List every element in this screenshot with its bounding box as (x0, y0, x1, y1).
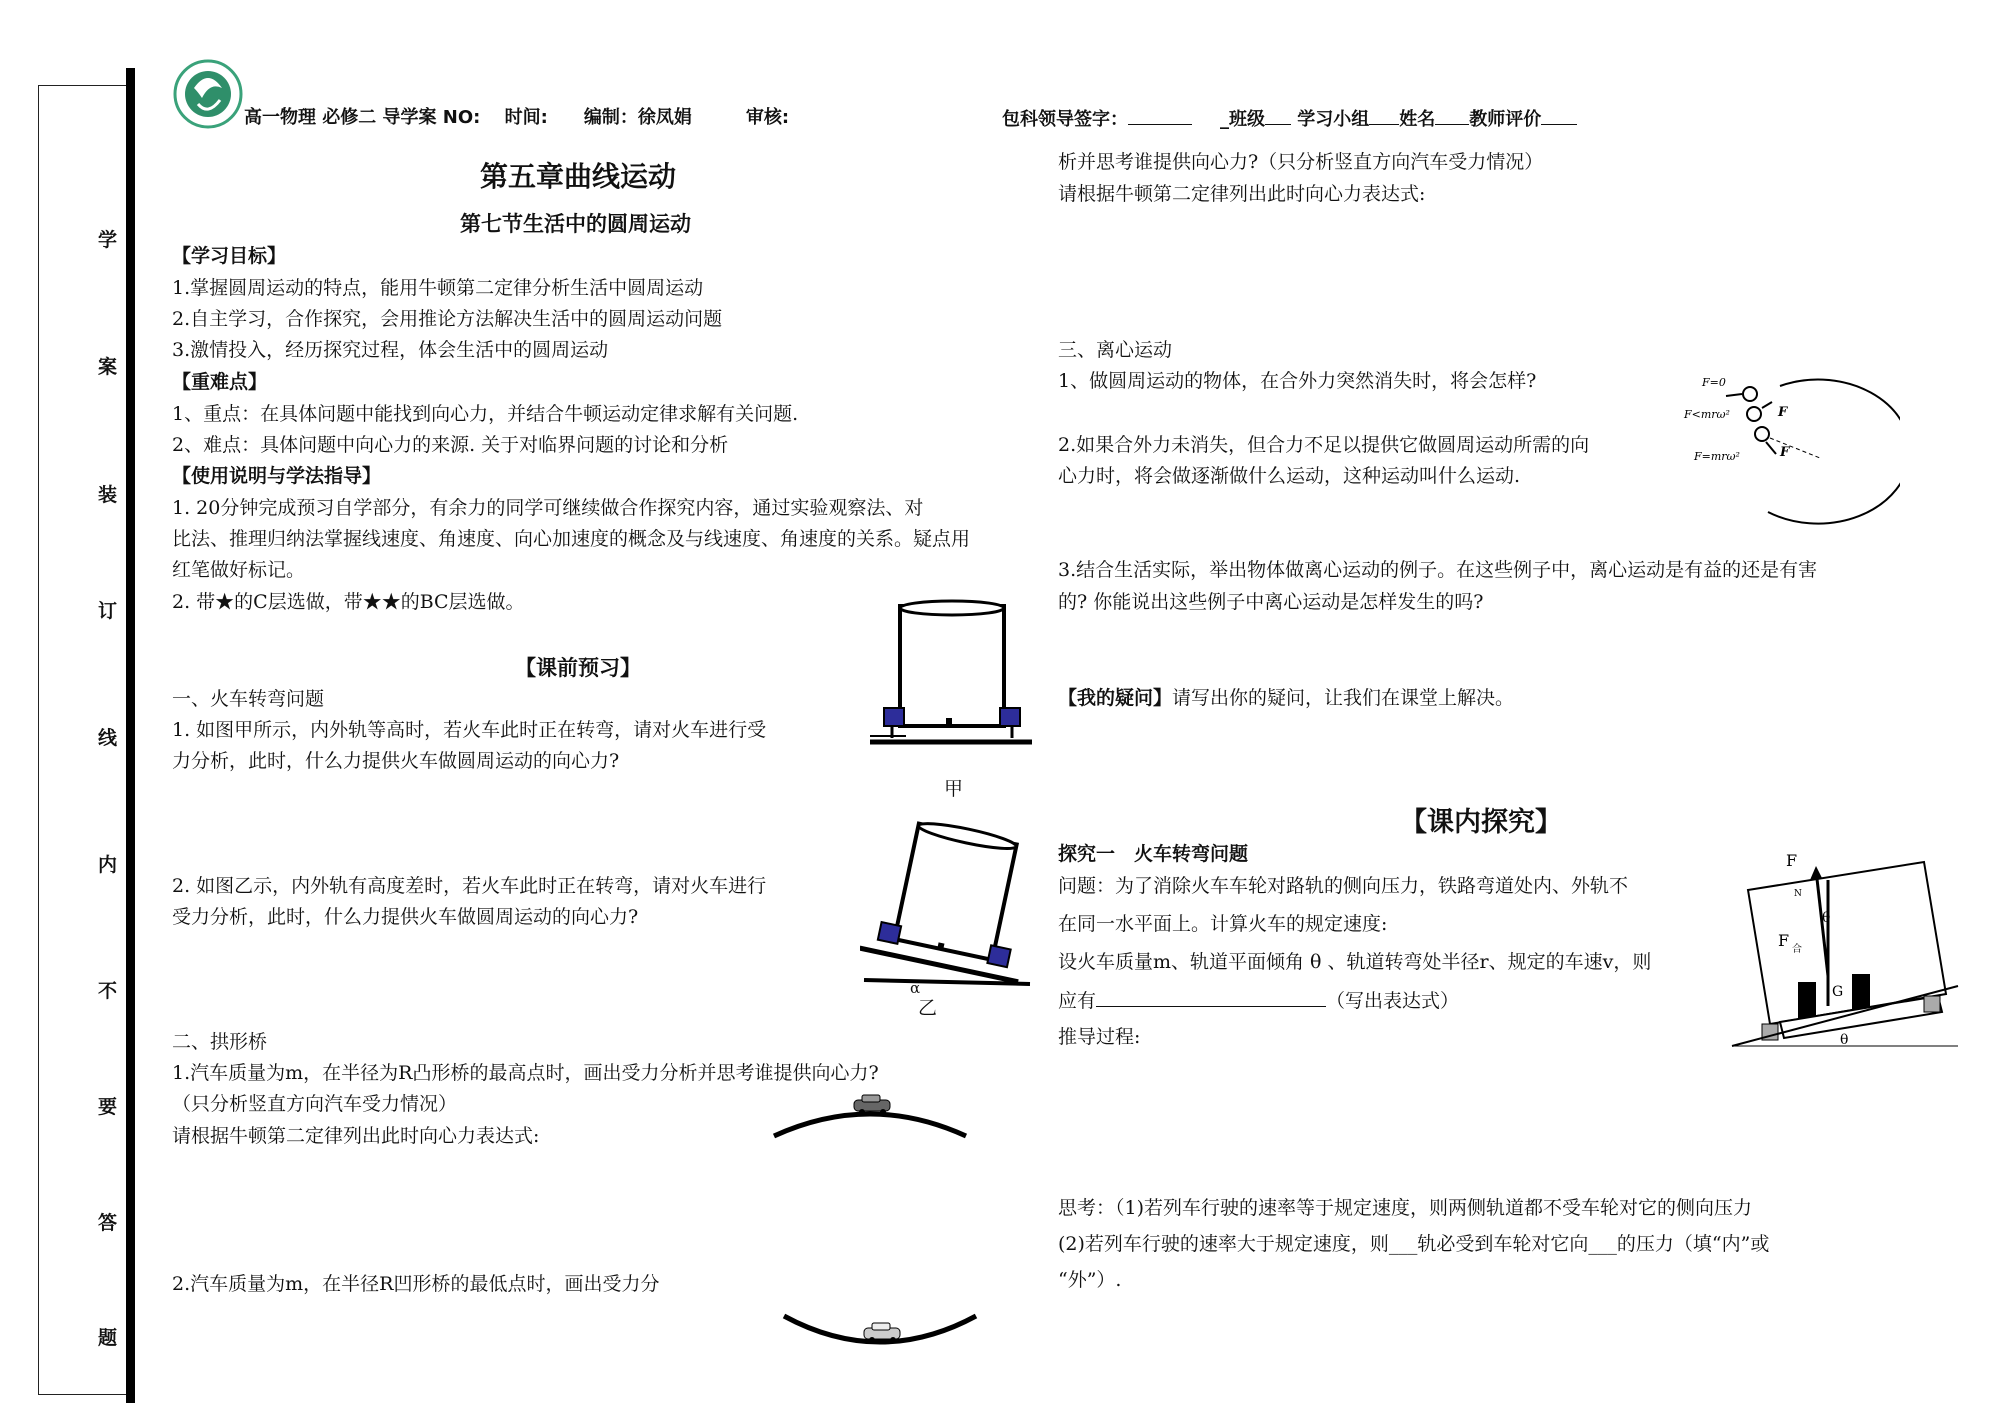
binding-margin-char: 案 (98, 356, 118, 378)
question-line: 心力时，将会做逐渐做什么运动，这种运动叫什么运动. (1058, 465, 1521, 487)
answer-suffix: （写出表达式） (1326, 990, 1460, 1012)
goal-item: 2.自主学习，合作探究，会用推论方法解决生活中的圆周运动问题 (172, 308, 723, 330)
class-label: _班级 (1220, 109, 1265, 130)
school-logo (172, 58, 244, 130)
eval-label: 教师评价 (1469, 109, 1542, 130)
question-line: 力分析，此时，什么力提供火车做圆周运动的向心力? (172, 750, 620, 772)
force-label: θ (1840, 1032, 1849, 1048)
concave-bridge-figure (780, 1310, 980, 1360)
question-line: 设火车质量m、轨道平面倾角 θ 、轨道转弯处半径r、规定的车速v，则 (1058, 951, 1652, 973)
force-label: G (1832, 984, 1844, 1000)
train-heading: 一、火车转弯问题 (172, 688, 325, 710)
key-item: 2、难点：具体问题中向心力的来源. 关于对临界问题的讨论和分析 (172, 434, 729, 456)
figure-caption-jia: 甲 (944, 778, 964, 800)
convex-bridge-figure (770, 1092, 970, 1142)
answer-prefix: 应有 (1058, 990, 1097, 1012)
sign-label: 包科领导签字： (1002, 109, 1128, 130)
doubt-heading: 【我的疑问】 (1058, 687, 1173, 709)
binding-margin-char: 不 (98, 980, 118, 1002)
think-line: 思考：（1)若列车行驶的速率等于规定速度，则两侧轨道都不受车轮对它的侧向压力 (1058, 1197, 1753, 1219)
question-line: 析并思考谁提供向心力?（只分析竖直方向汽车受力情况） (1058, 151, 1544, 173)
header-sign (1002, 106, 1577, 132)
train-figure-yi (860, 818, 1040, 998)
usage-line: 2. 带★的C层选做，带★★的BC层选做。 (172, 591, 525, 613)
figure-label: F<mrω² (1684, 408, 1730, 421)
section-title: 第七节生活中的圆周运动 (460, 212, 691, 236)
force-label: N (1794, 889, 1802, 899)
key-item: 1、重点：在具体问题中能找到向心力，并结合牛顿运动定律求解有关问题. (172, 403, 799, 425)
goal-item: 3.激情投入，经历探究过程，体会生活中的圆周运动 (172, 339, 609, 361)
usage-heading: 【使用说明与学法指导】 (172, 465, 382, 487)
figure-caption-yi: 乙 (918, 997, 938, 1019)
question-line: 受力分析，此时，什么力提供火车做圆周运动的向心力? (172, 906, 639, 928)
figure-label: F (1780, 445, 1790, 460)
derive-label: 推导过程: (1058, 1026, 1141, 1048)
force-label: θ (1822, 910, 1831, 926)
question-line: 的? 你能说出这些例子中离心运动是怎样发生的吗? (1058, 591, 1484, 613)
train-figure-jia (866, 596, 1036, 766)
question-line: 2. 如图乙示，内外轨有高度差时，若火车此时正在转弯，请对火车进行 (172, 875, 767, 897)
centrifugal-heading: 三、离心运动 (1058, 339, 1173, 361)
binding-margin-char: 订 (98, 600, 118, 622)
question-line: 2.汽车质量为m，在半径R凹形桥的最低点时，画出受力分 (172, 1273, 660, 1295)
binding-margin-char: 线 (98, 727, 118, 749)
binding-margin-bar (126, 68, 135, 1403)
question-line: 2.如果合外力未消失，但合力不足以提供它做圆周运动所需的向 (1058, 434, 1590, 456)
group-label: 学习小组 (1297, 109, 1370, 130)
preview-heading: 【课前预习】 (515, 656, 641, 680)
goals-heading: 【学习目标】 (172, 245, 287, 267)
question-line: 1、做圆周运动的物体，在合外力突然消失时，将会怎样? (1058, 370, 1537, 392)
chapter-title: 第五章曲线运动 (480, 160, 677, 193)
figure-angle-alpha: α (910, 979, 921, 997)
answer-line (1058, 988, 1459, 1013)
force-label: F (1778, 931, 1790, 950)
usage-line: 红笔做好标记。 (172, 559, 306, 581)
binding-margin-char: 内 (98, 854, 118, 876)
binding-margin-char: 装 (98, 484, 118, 506)
binding-margin-char: 学 (98, 229, 118, 251)
question-line: 3.结合生活实际，举出物体做离心运动的例子。在这些例子中，离心运动是有益的还是有害 (1058, 559, 1818, 581)
question-line: 问题：为了消除火车车轮对路轨的侧向压力，铁路弯道处内、外轨不 (1058, 875, 1629, 897)
explore1-heading: 探究一 火车转弯问题 (1058, 843, 1249, 865)
figure-label: F=mrω² (1694, 450, 1740, 463)
usage-line: 1. 20分钟完成预习自学部分，有余力的同学可继续做合作探究内容，通过实验观察法、对 (172, 497, 924, 519)
force-figure (1728, 846, 1968, 1056)
explore-heading: 【课内探究】 (1400, 807, 1562, 838)
figure-label: F=0 (1702, 376, 1726, 389)
name-label: 姓名 (1399, 109, 1436, 130)
think-line: (2)若列车行驶的速率大于规定速度，则___轨必受到车轮对它向___的压力（填“内”或 (1058, 1233, 1770, 1255)
figure-label: F (1778, 405, 1788, 420)
question-line: （只分析竖直方向汽车受力情况） (172, 1093, 458, 1115)
usage-line: 比法、推理归纳法掌握线速度、角速度、向心加速度的概念及与线速度、角速度的关系。疑点用 (172, 528, 971, 550)
doubt-line (1058, 686, 1514, 710)
doubt-text: 请写出你的疑问，让我们在课堂上解决。 (1172, 687, 1515, 709)
question-line: 请根据牛顿第二定律列出此时向心力表达式: (1058, 183, 1426, 205)
question-line: 1. 如图甲所示，内外轨等高时，若火车此时正在转弯，请对火车进行受 (172, 719, 767, 741)
goal-item: 1.掌握圆周运动的特点，能用牛顿第二定律分析生活中圆周运动 (172, 277, 704, 299)
key-heading: 【重难点】 (172, 371, 268, 393)
force-label: 合 (1792, 944, 1802, 955)
bridge-heading: 二、拱形桥 (172, 1031, 268, 1053)
header-info: 高一物理 必修二 导学案 NO: 时间: 编制：徐凤娟 审核: (244, 107, 790, 128)
centrifugal-figure (1680, 366, 1900, 526)
binding-margin-char: 要 (98, 1096, 118, 1118)
think-line: “外”）. (1058, 1269, 1122, 1291)
question-line: 1.汽车质量为m，在半径为R凸形桥的最高点时，画出受力分析并思考谁提供向心力? (172, 1062, 879, 1084)
question-line: 在同一水平面上。计算火车的规定速度: (1058, 913, 1388, 935)
binding-margin-char: 答 (98, 1212, 118, 1234)
binding-margin-char: 题 (98, 1327, 118, 1349)
question-line: 请根据牛顿第二定律列出此时向心力表达式: (172, 1125, 540, 1147)
force-label: F (1786, 851, 1798, 870)
